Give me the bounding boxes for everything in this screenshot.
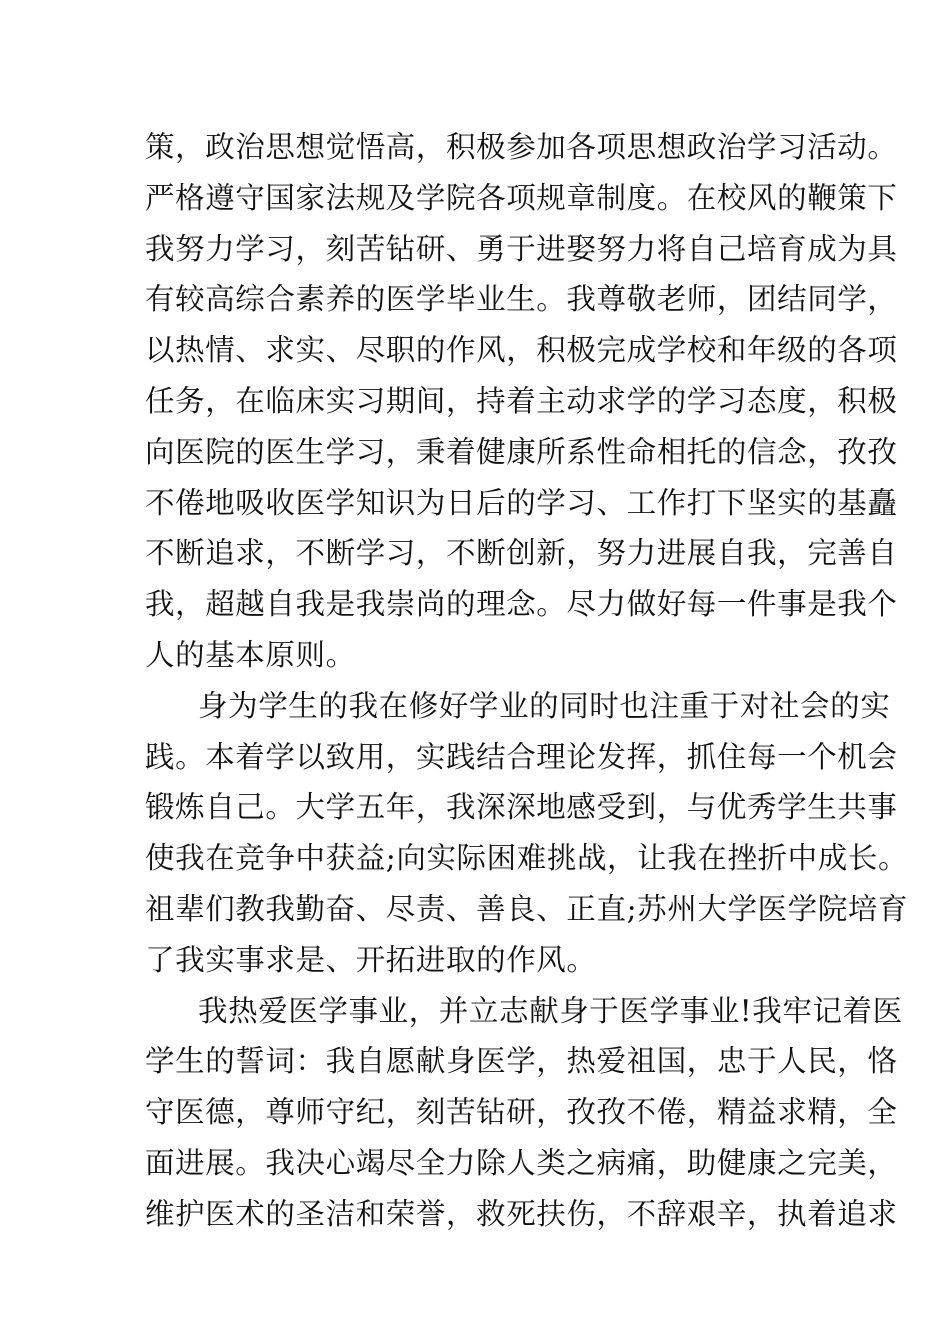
text-line: 严格遵守国家法规及学院各项规章制度。在校风的鞭策下 — [145, 180, 898, 215]
paragraph-first-line: 身为学生的我在修好学业的同时也注重于对社会的实 — [198, 688, 891, 723]
text-line: 人的基本原则。 — [145, 637, 356, 672]
text-line: 守医德，尊师守纪，刻苦钻研，孜孜不倦，精益求精，全 — [145, 1095, 898, 1130]
text-line: 不断追求，不断学习，不断创新，努力进展自我，完善自 — [145, 536, 898, 571]
text-line: 学生的誓词：我自愿献身医学，热爱祖国，忠于人民，恪 — [145, 1044, 898, 1079]
text-line: 不倦地吸收医学知识为日后的学习、工作打下坚实的基矗 — [145, 485, 898, 520]
document-body — [145, 122, 909, 1240]
text-line: 践。本着学以致用，实践结合理论发挥，抓住每一个机会 — [145, 739, 898, 774]
text-line: 祖辈们教我勤奋、尽责、善良、正直;苏州大学医学院培育 — [145, 891, 909, 926]
text-line: 锻炼自己。大学五年，我深深地感受到，与优秀学生共事 — [145, 790, 898, 825]
text-line: 了我实事求是、开拓进取的作风。 — [145, 942, 597, 977]
text-line: 以热情、求实、尽职的作风，积极完成学校和年级的各项 — [145, 333, 898, 368]
text-line: 维护医术的圣洁和荣誉，救死扶伤，不辞艰辛，执着追求 — [145, 1196, 898, 1231]
text-line: 有较高综合素养的医学毕业生。我尊敬老师，团结同学， — [145, 282, 898, 317]
text-line: 我努力学习，刻苦钻研、勇于进娶努力将自己培育成为具 — [145, 231, 898, 266]
text-line: 策，政治思想觉悟高，积极参加各项思想政治学习活动。 — [145, 130, 898, 164]
text-line: 任务，在临床实习期间，持着主动求学的学习态度，积极 — [145, 383, 898, 418]
text-line: 我，超越自我是我崇尚的理念。尽力做好每一件事是我个 — [145, 587, 898, 622]
text-line: 向医院的医生学习，秉着健康所系性命相托的信念，孜孜 — [145, 434, 898, 469]
text-line: 面进展。我决心竭尽全力除人类之病痛，助健康之完美， — [145, 1145, 898, 1180]
paragraph-first-line: 我热爱医学事业，并立志献身于医学事业!我牢记着医 — [198, 993, 903, 1028]
text-line: 使我在竞争中获益;向实际困难挑战，让我在挫折中成长。 — [145, 841, 909, 876]
